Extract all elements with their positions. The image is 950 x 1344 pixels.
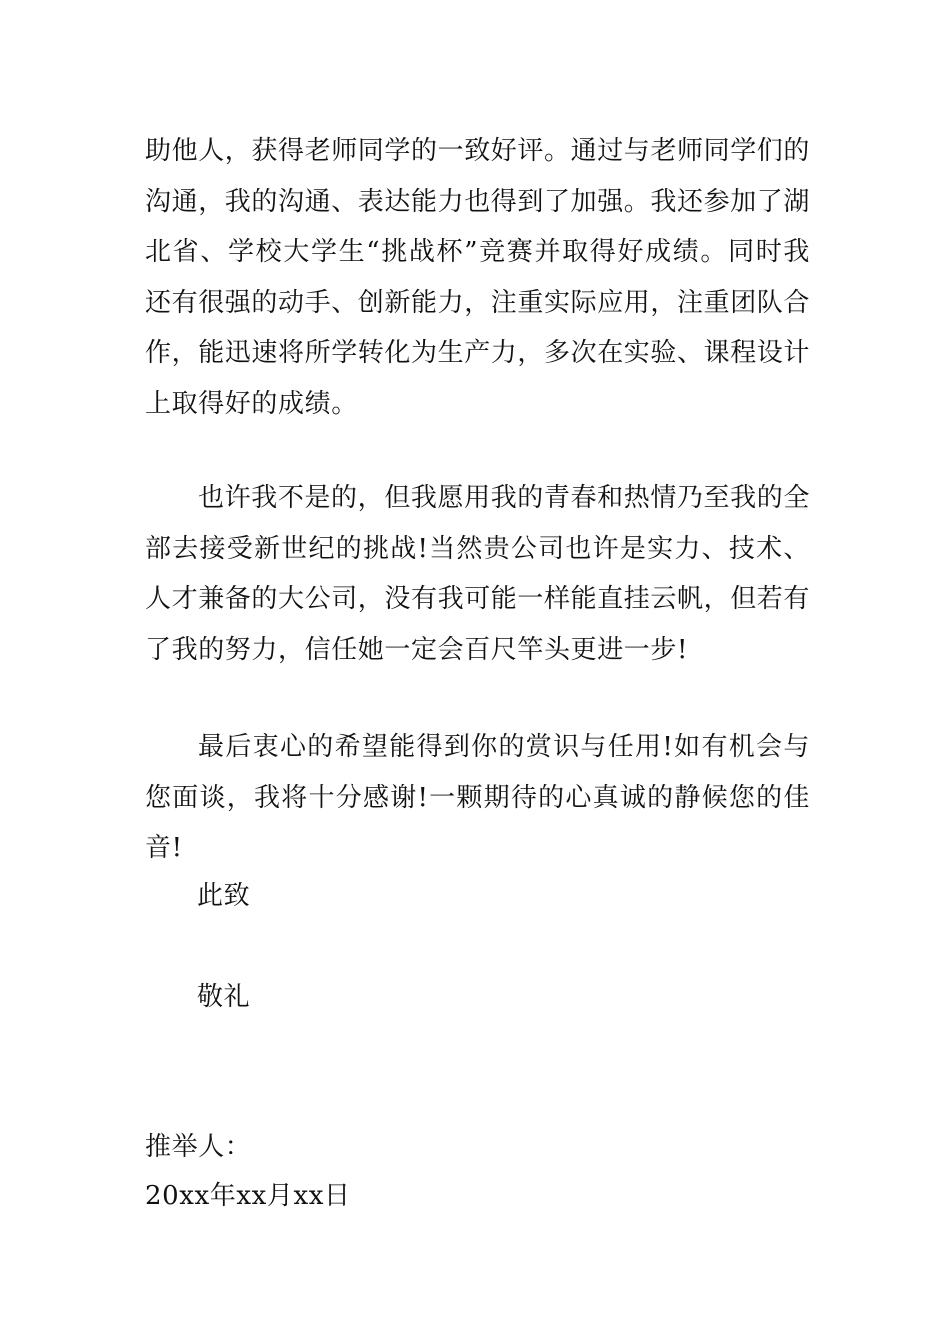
closing-salutation: 此致 [197, 881, 251, 911]
signature-date: 20xx年xx月xx日 [145, 1181, 351, 1211]
body-paragraph-3: 最后衷心的希望能得到你的赏识与任用!如有机会与您面谈，我将十分感谢!一颗期待的心真诚的静候您的佳音! [145, 732, 810, 863]
closing-regards: 敬礼 [197, 982, 251, 1012]
body-paragraph-2: 也许我不是的，但我愿用我的青春和热情乃至我的全部去接受新世纪的挑战!当然贵公司也许是实力、技术、人才兼备的大公司，没有我可能一样能直挂云帆，但若有了我的努力，信任她一定会百尺竿头更进一步! [145, 483, 811, 665]
recommender-label: 推举人： [145, 1132, 252, 1162]
body-paragraph-1: 助他人，获得老师同学的一致好评。通过与老师同学们的沟通，我的沟通、表达能力也得到了加强。我还参加了湖北省、学校大学生“挑战杯”竞赛并取得好成绩。同时我还有很强的动手、创新能力，注重实际应用，注重团队合作，能迅速将所学转化为生产力，多次在实验、课程设计上取得好的成绩。 [145, 136, 811, 419]
